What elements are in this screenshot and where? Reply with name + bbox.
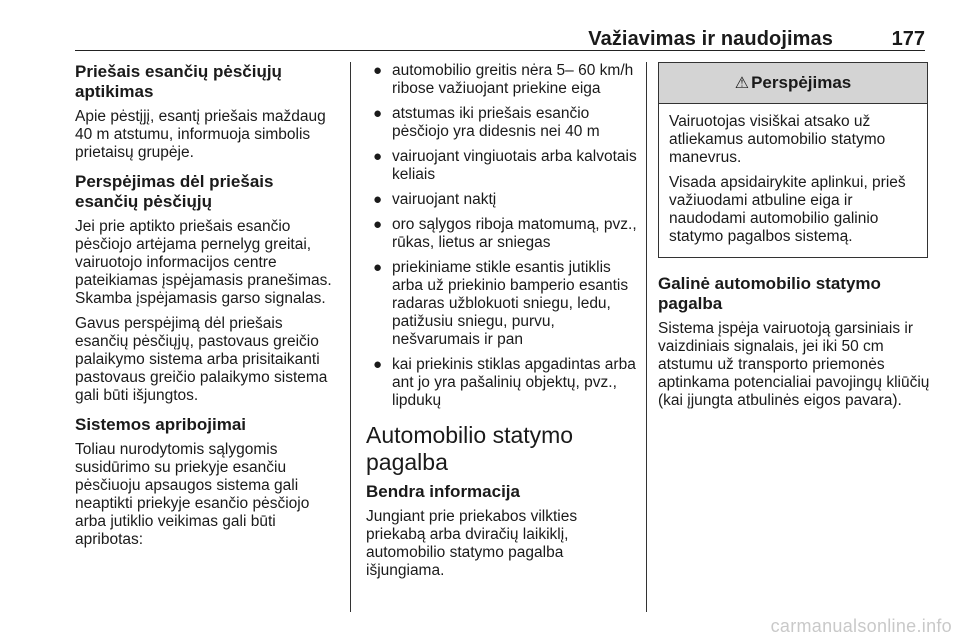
list-item (366, 216, 638, 252)
column-divider-2 (646, 62, 647, 612)
list-item (366, 105, 638, 141)
column-2 (366, 62, 638, 587)
warning-box-body (659, 104, 927, 257)
heading-pedestrian-warning: Perspėjimas dėl priešais esančių pėsčiųjų (75, 172, 274, 211)
heading-pedestrian-detection: Priešais esančių pėsčiųjų aptikimas (75, 62, 282, 101)
list-item-text: vairuojant vingiuotais arba kalvotais keliais (392, 148, 637, 183)
paragraph-rear-parking-assist: Sistema įspėja vairuotoją garsiniais ir vaizdiniais signalais, jei iki 50 cm atstumu už transporto priemonės aptinkama potencialiai pavojingų kliūčių (kai įjungta atbulinės eigos pavara). (658, 320, 930, 409)
list-item-text: oro sąlygos riboja matomumą, pvz., rūkas, lietus ar sniegas (392, 216, 637, 251)
watermark: carmanualsonline.info (770, 616, 952, 636)
column-divider-1 (350, 62, 351, 612)
page-header (75, 28, 925, 51)
paragraph-warning-2: Gavus perspėjimą dėl priešais esančių pėsčiųjų, pastovaus greičio palaikymo sistema arba prisitaikanti pastovaus greičio palaikymo sistema gali būti išjungtos. (75, 315, 328, 404)
warning-box (658, 62, 928, 258)
list-item-text: atstumas iki priešais esančio pėsčiojo yra didesnis nei 40 m (392, 105, 600, 140)
list-item (366, 62, 638, 98)
warning-box-title: Perspėjimas (751, 73, 852, 92)
paragraph-general-info: Jungiant prie priekabos vilkties priekabą arba dviračių laikiklį, automobilio statymo pagalba išjungiama. (366, 508, 578, 579)
heading-system-limits: Sistemos apribojimai (75, 415, 246, 434)
paragraph-system-limits: Toliau nurodytomis sąlygomis susidūrimo su priekyje esančiu pėsčiuoju apsaugos sistema gali neaptikti priekyje esančio pėsčiojo arba jutiklio veikimas gali būti apribotas: (75, 441, 310, 548)
warning-triangle-icon: ⚠ (734, 75, 750, 92)
list-item (366, 259, 638, 349)
bullet-dot-icon: ● (373, 105, 383, 122)
bullet-dot-icon: ● (373, 356, 383, 373)
heading-rear-parking-assist: Galinė automobilio statymo pagalba (658, 274, 881, 313)
paragraph-warning-1: Jei prie aptikto priešais esančio pėsčiojo artėjama pernelyg greitai, vairuotojo informacijos centre pateikiamas įspėjamasis pranešimas. Skamba įspėjamasis garso signalas. (75, 218, 332, 307)
bullet-dot-icon: ● (373, 62, 383, 79)
column-3 (658, 62, 930, 417)
paragraph-pedestrian-detection: Apie pėstįjį, esantį priešais maždaug 40 m atstumu, informuoja simbolis prietaisų grupėje. (75, 108, 326, 161)
warning-paragraph-2: Visada apsidairykite aplinkui, prieš važiuodami atbuline eiga ir naudodami automobilio galinio statymo pagalbos sistemą. (669, 174, 906, 245)
bullet-dot-icon: ● (373, 216, 383, 233)
list-item (366, 356, 638, 410)
section-title: Važiavimas ir naudojimas (588, 28, 833, 50)
list-item-text: automobilio greitis nėra 5– 60 km/h ribose važiuojant priekine eiga (392, 62, 634, 97)
list-item-text: kai priekinis stiklas apgadintas arba ant jo yra pašalinių objektų, pvz., lipdukų (392, 356, 636, 409)
page-number: 177 (891, 28, 925, 50)
warning-paragraph-1: Vairuotojas visiškai atsako už atliekamus automobilio statymo manevrus. (669, 113, 886, 166)
bullet-dot-icon: ● (373, 191, 383, 208)
warning-box-header (659, 63, 927, 104)
list-item (366, 148, 638, 184)
heading-general-info: Bendra informacija (366, 482, 520, 501)
limitations-list (366, 62, 638, 410)
list-item-text: vairuojant naktį (392, 191, 497, 208)
column-1 (75, 62, 337, 556)
heading-parking-assist: Automobilio statymo pagalba (366, 422, 574, 475)
list-item-text: priekiniame stikle esantis jutiklis arba už priekinio bamperio esantis radaras užblokuoti sniegu, ledu, patižusiu sniegu, purvu, nešvarumais ir pan (392, 259, 629, 348)
bullet-dot-icon: ● (373, 148, 383, 165)
bullet-dot-icon: ● (373, 259, 383, 276)
list-item (366, 191, 638, 209)
